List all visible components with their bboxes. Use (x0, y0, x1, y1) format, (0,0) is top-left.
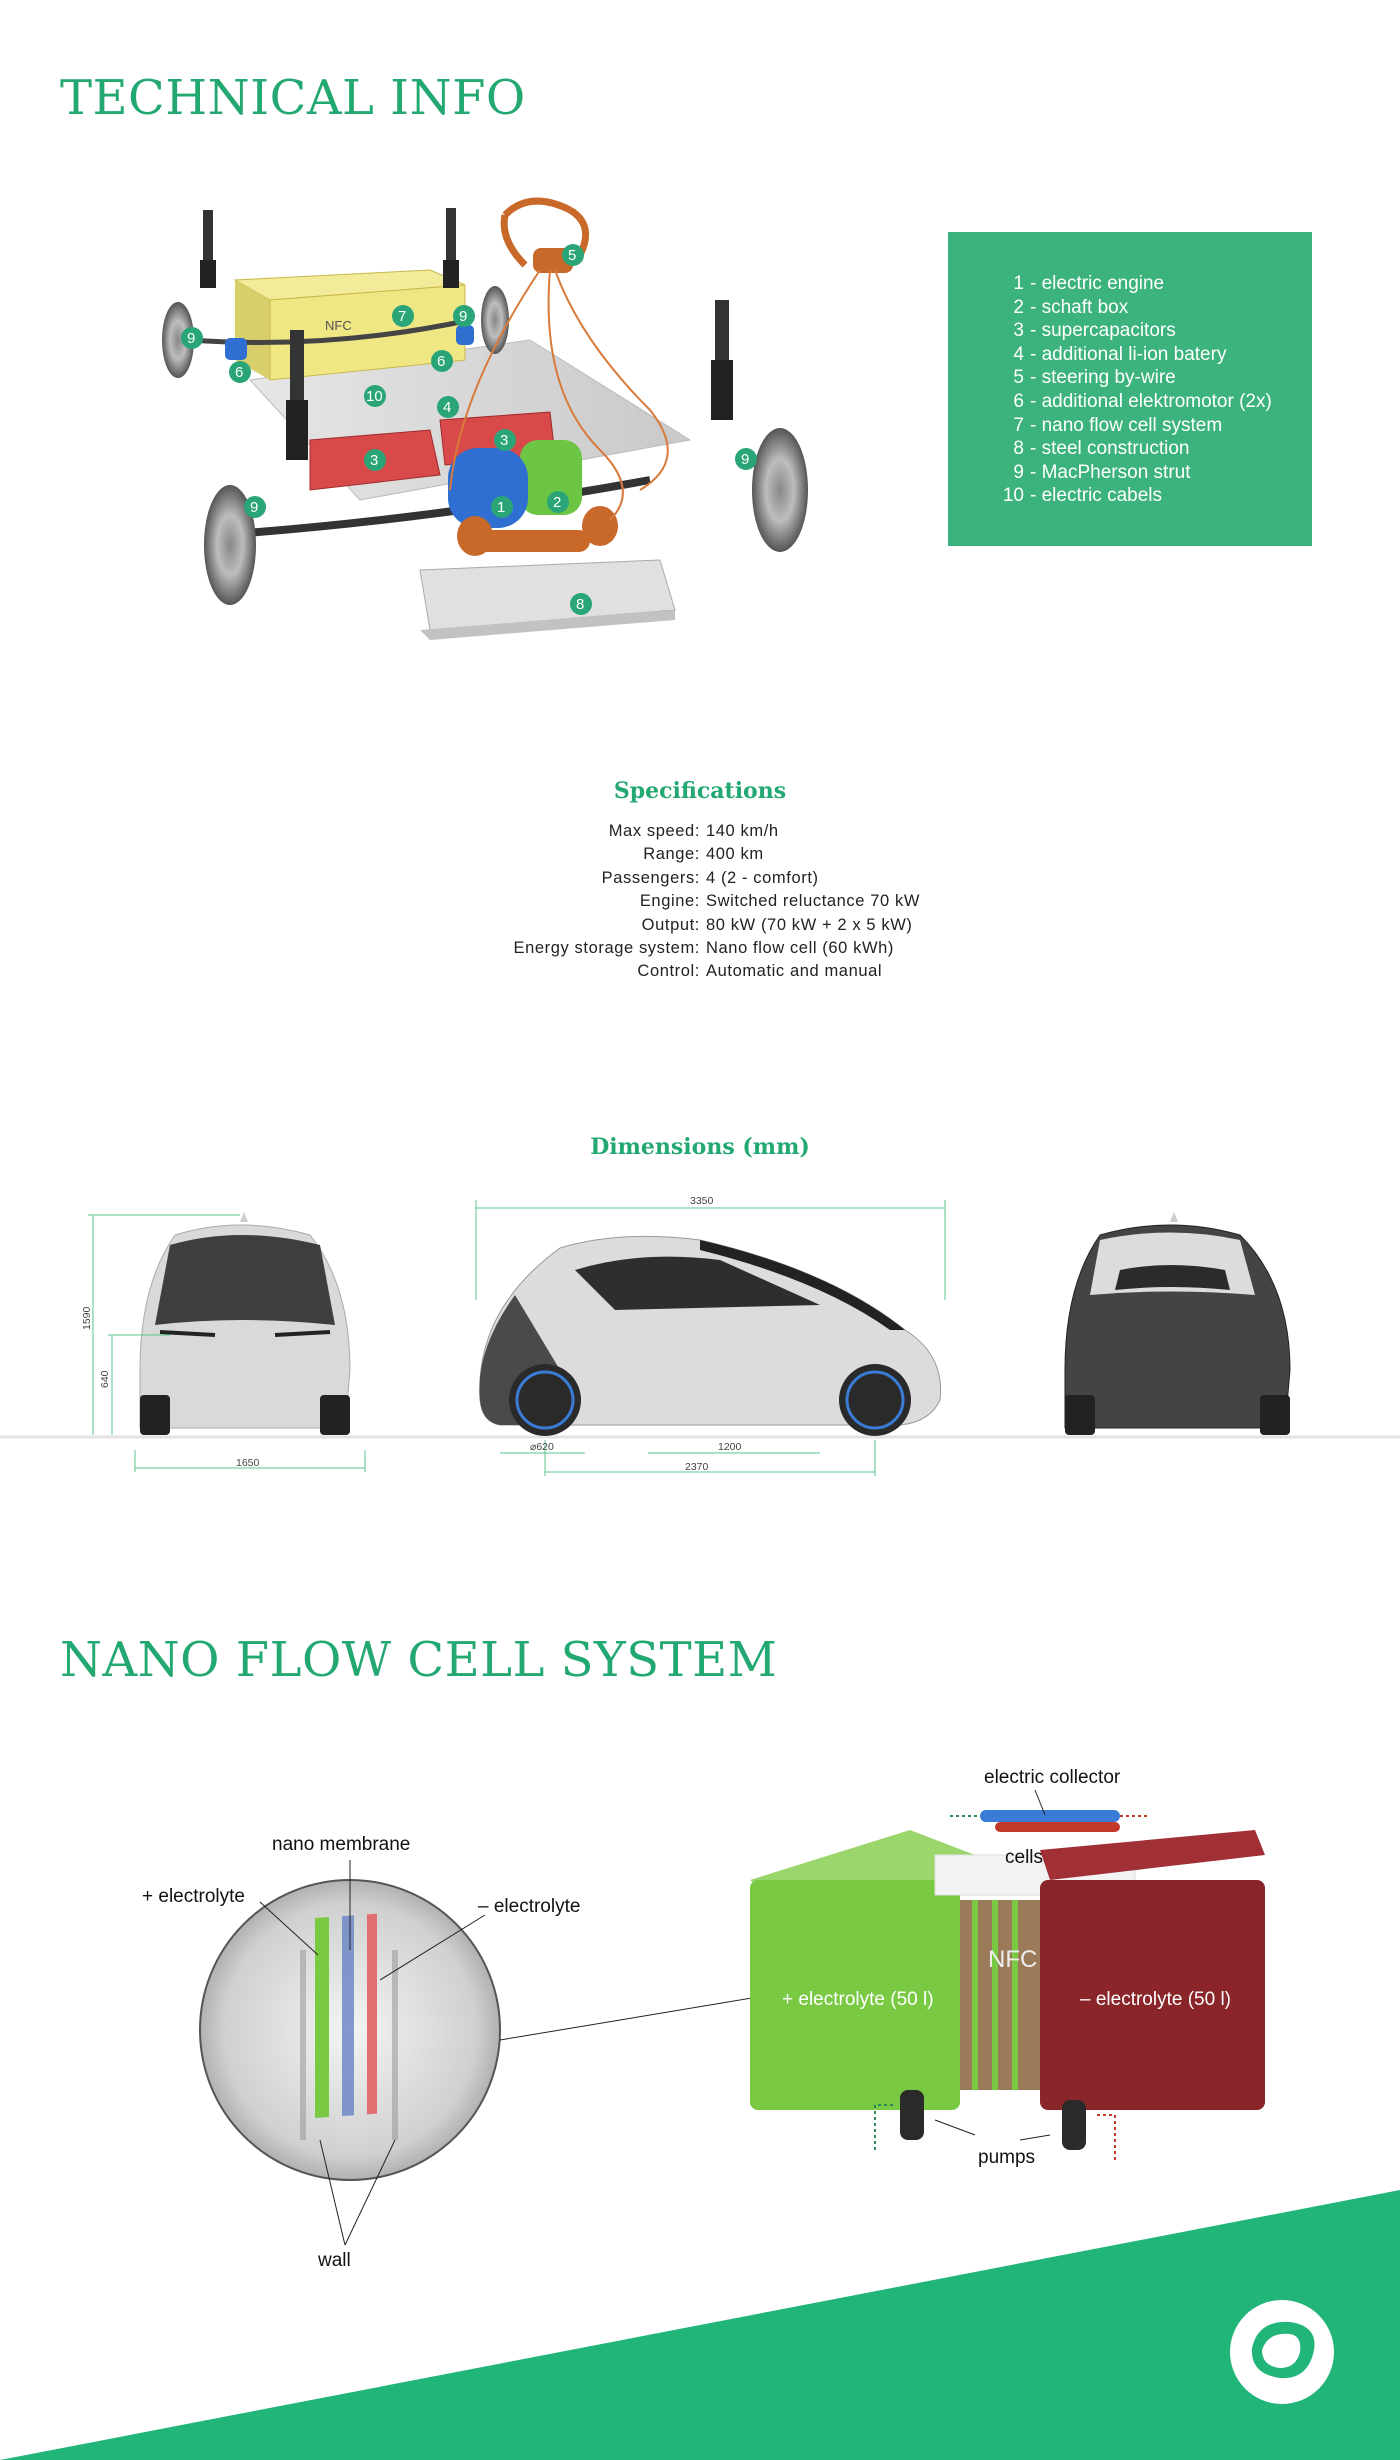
nfc-system-title: NANO FLOW CELL SYSTEM (60, 1632, 778, 1688)
svg-text:2: 2 (553, 494, 562, 511)
dim-side-length: 3350 (690, 1195, 714, 1207)
pump-left (900, 2090, 924, 2140)
chassis-nfc-text: NFC (325, 318, 352, 333)
strut-front-left (200, 210, 216, 288)
legend-row: 2 - schaft box (1013, 296, 1129, 318)
svg-text:9: 9 (187, 330, 196, 347)
badge-3-r (494, 429, 516, 451)
legend-row: 6 - additional elektromotor (2x) (1013, 390, 1272, 412)
technical-info-title: TECHNICAL INFO (60, 70, 526, 126)
collector-red (995, 1822, 1120, 1832)
badge-5 (562, 244, 584, 266)
dim-front-ground: 640 (99, 1370, 111, 1388)
dim-overhang: 1200 (718, 1441, 742, 1453)
spec-row: Range: 400 km (643, 845, 764, 864)
badge-8 (570, 593, 592, 615)
legend-row: 4 - additional li-ion batery (1013, 343, 1227, 365)
svg-text:9: 9 (741, 451, 750, 468)
legend-row: 10 - electric cabels (1002, 485, 1162, 507)
svg-text:9: 9 (250, 499, 259, 516)
svg-text:7: 7 (398, 308, 407, 325)
strut-rear-right (711, 300, 733, 420)
tank-red-top (1040, 1830, 1265, 1880)
dim-front-width: 1650 (236, 1457, 260, 1469)
label-cells: cells (1005, 1847, 1044, 1868)
label-electric-collector: electric collector (984, 1767, 1121, 1788)
spec-row: Max speed: 140 km/h (608, 822, 779, 840)
badge-4 (437, 396, 459, 418)
svg-text:5: 5 (568, 247, 577, 264)
label-minus-electrolyte: – electrolyte (478, 1896, 581, 1917)
parts-legend (948, 232, 1312, 546)
footer-band (0, 2190, 1400, 2460)
badge-6-l (229, 361, 251, 383)
label-plus-electrolyte: + electrolyte (142, 1886, 245, 1907)
label-wall: wall (318, 2250, 351, 2270)
car-rear-view (1065, 1212, 1290, 1435)
specifications-table (450, 820, 1150, 984)
pump-right (1062, 2100, 1086, 2150)
strut-front-right (443, 208, 459, 288)
label-minus-tank: – electrolyte (50 l) (1080, 1989, 1232, 2010)
svg-text:10: 10 (366, 388, 383, 405)
wheel-rear (509, 1364, 581, 1436)
blue-membrane (342, 1915, 354, 2116)
green-wall (315, 1917, 329, 2118)
legend-row: 5 - steering by-wire (1013, 367, 1176, 389)
svg-text:6: 6 (235, 364, 244, 381)
spec-row: Output: 80 kW (70 kW + 2 x 5 kW) (641, 915, 913, 934)
legend-row: 3 - supercapacitors (1013, 320, 1176, 342)
electric-motor-blue (448, 448, 528, 528)
label-pumps: pumps (978, 2147, 1036, 2168)
specifications-title: Specifications (613, 778, 787, 804)
badge-9-fr (453, 305, 475, 327)
brake-disc-rear-right (752, 428, 808, 552)
label-nano-membrane: nano membrane (272, 1834, 411, 1855)
badge-9-rr (735, 448, 757, 470)
spec-row: Passengers: 4 (2 - comfort) (601, 868, 819, 887)
dimensions-title: Dimensions (mm) (590, 1134, 810, 1160)
svg-text:6: 6 (437, 353, 446, 370)
svg-text:9: 9 (459, 308, 468, 325)
chassis-illustration (130, 190, 830, 650)
legend-row: 7 - nano flow cell system (1013, 414, 1223, 436)
svg-text:3: 3 (370, 452, 379, 469)
car-front-view (140, 1212, 350, 1435)
collector-blue (980, 1810, 1120, 1822)
badge-10 (364, 385, 386, 407)
badge-9-rl (244, 496, 266, 518)
elektromotor-right (456, 325, 474, 345)
dim-front-height: 1590 (81, 1306, 93, 1330)
dim-wheel-diameter: ⌀620 (530, 1441, 554, 1453)
badge-7 (392, 305, 414, 327)
svg-text:8: 8 (576, 596, 585, 613)
svg-text:3: 3 (500, 432, 509, 449)
badge-9-fl (181, 327, 203, 349)
spec-row: Control: Automatic and manual (637, 962, 883, 981)
legend-row: 9 - MacPherson strut (1013, 461, 1191, 483)
elektromotor-left (225, 338, 247, 360)
badge-2 (547, 491, 569, 513)
svg-text:1: 1 (497, 499, 506, 516)
badge-1 (491, 496, 513, 518)
badge-6-r (431, 350, 453, 372)
label-plus-tank: + electrolyte (50 l) (782, 1989, 934, 2010)
wheel-front (839, 1364, 911, 1436)
legend-row: 1 - electric engine (1013, 273, 1165, 294)
dimensions-drawing (0, 1190, 1400, 1510)
badge-3-l (364, 449, 386, 471)
spec-row: Energy storage system: Nano flow cell (60 kWh) (513, 938, 895, 957)
red-wall (367, 1914, 377, 2115)
legend-row: 8 - steel construction (1013, 438, 1190, 460)
brake-disc-front-right (481, 286, 509, 354)
car-side-view (479, 1236, 940, 1436)
spec-row: Engine: Switched reluctance 70 kW (639, 892, 921, 911)
label-nfc: NFC (988, 1946, 1038, 1973)
dim-wheelbase: 2370 (685, 1461, 709, 1473)
svg-text:4: 4 (443, 399, 452, 416)
